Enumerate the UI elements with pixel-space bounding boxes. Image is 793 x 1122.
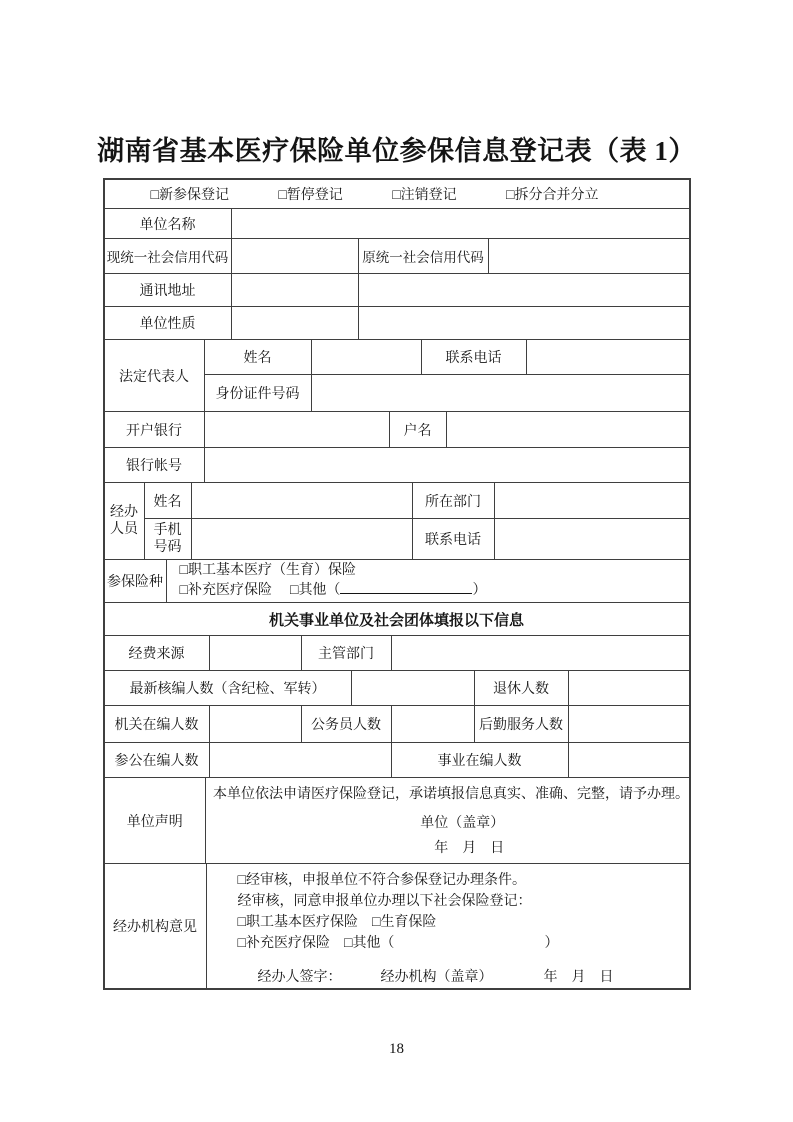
handler-mobile-value-cell — [192, 519, 413, 559]
insurance-option-2 — [180, 581, 487, 601]
legal-rep-row — [105, 340, 689, 412]
unit-name-row — [105, 209, 689, 239]
bank-row — [105, 412, 689, 448]
lr-name-value-cell — [312, 340, 422, 374]
opinion-sign-line — [238, 967, 614, 988]
former-credit-code-label: 原统一社会信用代码 — [359, 239, 489, 273]
spacer — [208, 803, 687, 812]
handler-label-line1: 经办 — [110, 505, 138, 520]
handler-row — [105, 483, 689, 560]
logistics-staff-label: 后勤服务人数 — [475, 706, 569, 742]
mobile-label-line2: 号码 — [153, 540, 182, 555]
approved-staff-row — [105, 671, 689, 706]
checkbox-icon: □ — [237, 873, 246, 888]
section-header: 机关事业单位及社会团体填报以下信息 — [268, 612, 524, 629]
unit-nature-value-cell-2 — [359, 307, 689, 339]
former-credit-code-value-cell — [489, 239, 689, 273]
checkbox-icon: □ — [237, 915, 246, 930]
handler-phone-value-cell — [495, 519, 689, 559]
opinion-line-1 — [238, 870, 526, 891]
option-label: 暂停登记 — [286, 188, 343, 203]
page-number: 18 — [389, 1041, 404, 1057]
address-value-cell-1 — [232, 274, 359, 306]
unit-nature-value-cell-1 — [232, 307, 359, 339]
agency-opinion-content — [207, 864, 689, 988]
registration-type-row — [105, 180, 689, 209]
civil-servants-label: 公务员人数 — [302, 706, 392, 742]
agency-opinion-label: 经办机构意见 — [105, 864, 207, 988]
close-paren: ） — [544, 936, 559, 951]
approved-staff-label: 最新核编人数（含纪检、军转） — [105, 671, 352, 705]
declaration-label: 单位声明 — [105, 778, 206, 863]
close-paren: ） — [472, 583, 487, 598]
option-label: 补充医疗保险 — [245, 936, 330, 951]
option-label: 注销登记 — [400, 188, 457, 203]
cg-staff-label: 参公在编人数 — [105, 743, 210, 777]
agency-staff-label: 机关在编人数 — [105, 706, 210, 742]
checkbox-icon: □ — [150, 188, 159, 203]
declaration-statement: 本单位依法申请医疗保险登记，承诺填报信息真实、准确、完整，请予办理。 — [212, 787, 689, 802]
unit-name-value-cell — [232, 209, 689, 238]
registration-type-cell — [105, 180, 689, 208]
bank-value-cell — [205, 412, 390, 447]
option-label: 新参保登记 — [158, 188, 229, 203]
cg-staff-value-cell — [210, 743, 392, 777]
inst-staff-value-cell — [569, 743, 689, 777]
handler-name-label: 姓名 — [145, 483, 192, 518]
checkbox-icon: □ — [343, 936, 353, 951]
handler-mobile-label — [145, 519, 192, 559]
mobile-label-line1: 手机 — [153, 523, 182, 538]
legal-rep-subrow-2 — [205, 375, 689, 411]
opinion-line-3 — [238, 912, 437, 933]
address-row — [105, 274, 689, 307]
declaration-row — [105, 778, 689, 864]
checkbox-icon: □ — [237, 936, 246, 951]
unit-nature-label: 单位性质 — [105, 307, 232, 339]
agency-opinion-row — [105, 864, 689, 988]
option-label: 拆分合并分立 — [514, 188, 599, 203]
checkbox-icon: □ — [289, 583, 299, 598]
agency-seal-label: 经办机构（盖章） — [380, 970, 493, 985]
cg-staff-row — [105, 743, 689, 778]
credit-code-row — [105, 239, 689, 274]
unit-date-line: 年 月 日 — [434, 841, 505, 856]
registration-form-table — [103, 178, 691, 990]
address-value-cell-2 — [359, 274, 689, 306]
lr-phone-label: 联系电话 — [422, 340, 527, 374]
option-label: 职工基本医疗（生育）保险 — [187, 563, 356, 578]
supervisor-dept-label: 主管部门 — [302, 636, 392, 670]
page-title: 湖南省基本医疗保险单位参保信息登记表（表 1） — [97, 136, 696, 166]
checkbox-option — [506, 184, 598, 204]
bank-account-label: 银行帐号 — [105, 448, 205, 482]
handler-dept-label: 所在部门 — [413, 483, 495, 518]
lr-id-label: 身份证件号码 — [205, 375, 312, 411]
unit-nature-row — [105, 307, 689, 340]
funding-value-cell — [210, 636, 302, 670]
insurance-type-label: 参保险种 — [105, 560, 167, 602]
handler-subrow-1 — [145, 483, 689, 519]
retired-label: 退休人数 — [475, 671, 569, 705]
unit-seal-line: 单位（盖章） — [420, 816, 505, 831]
funding-label: 经费来源 — [105, 636, 210, 670]
funding-row — [105, 636, 689, 671]
lr-name-label: 姓名 — [205, 340, 312, 374]
declaration-content — [206, 778, 689, 863]
handler-name-value-cell — [192, 483, 413, 518]
checkbox-option — [392, 184, 456, 204]
option-label: 经审核，申报单位不符合参保登记办理条件。 — [245, 873, 526, 888]
logistics-staff-value-cell — [569, 706, 689, 742]
legal-rep-subgrid — [205, 340, 689, 411]
civil-servants-value-cell — [392, 706, 475, 742]
lr-id-value-cell — [312, 375, 689, 411]
blank-underline — [340, 581, 472, 594]
bank-label: 开户银行 — [105, 412, 205, 447]
address-label: 通讯地址 — [105, 274, 232, 306]
opinion-line-4 — [238, 933, 559, 954]
handler-signature-label: 经办人签字： — [257, 970, 342, 985]
agency-staff-value-cell — [210, 706, 302, 742]
checkbox-option — [151, 184, 229, 204]
legal-rep-subrow-1 — [205, 340, 689, 375]
approved-staff-value-cell — [352, 671, 475, 705]
opinion-line-2: 经审核，同意申报单位办理以下社会保险登记： — [237, 894, 532, 909]
lr-phone-value-cell — [527, 340, 689, 374]
section-header-row — [105, 603, 689, 636]
current-credit-code-value-cell — [232, 239, 359, 273]
handler-label-line2: 人员 — [110, 522, 138, 537]
supervisor-dept-value-cell — [392, 636, 689, 670]
handler-label — [105, 483, 145, 559]
unit-name-label: 单位名称 — [105, 209, 232, 238]
checkbox-icon: □ — [392, 188, 401, 203]
checkbox-icon: □ — [179, 563, 188, 578]
option-label: 其他（ — [352, 936, 395, 951]
checkbox-option — [278, 184, 342, 204]
insurance-type-options-cell — [167, 560, 689, 602]
checkbox-icon: □ — [371, 915, 381, 930]
checkbox-icon: □ — [179, 583, 188, 598]
legal-rep-label: 法定代表人 — [105, 340, 205, 411]
checkbox-icon: □ — [506, 188, 515, 203]
handler-dept-value-cell — [495, 483, 689, 518]
option-label: 生育保险 — [380, 915, 437, 930]
option-label: 其他（ — [298, 583, 341, 598]
insurance-option-1 — [180, 561, 356, 581]
option-label: 补充医疗保险 — [187, 583, 272, 598]
bank-account-value-cell — [205, 448, 689, 482]
checkbox-icon: □ — [278, 188, 287, 203]
option-label: 职工基本医疗保险 — [245, 915, 358, 930]
handler-subrow-2 — [145, 519, 689, 559]
bank-account-row — [105, 448, 689, 483]
account-name-label: 户名 — [390, 412, 447, 447]
insurance-type-row — [105, 560, 689, 603]
inst-staff-label: 事业在编人数 — [392, 743, 569, 777]
account-name-value-cell — [447, 412, 689, 447]
current-credit-code-label: 现统一社会信用代码 — [105, 239, 232, 273]
agency-date-line: 年 月 日 — [543, 970, 614, 985]
retired-value-cell — [569, 671, 689, 705]
handler-phone-label: 联系电话 — [413, 519, 495, 559]
handler-subgrid — [145, 483, 689, 559]
agency-staff-row — [105, 706, 689, 743]
